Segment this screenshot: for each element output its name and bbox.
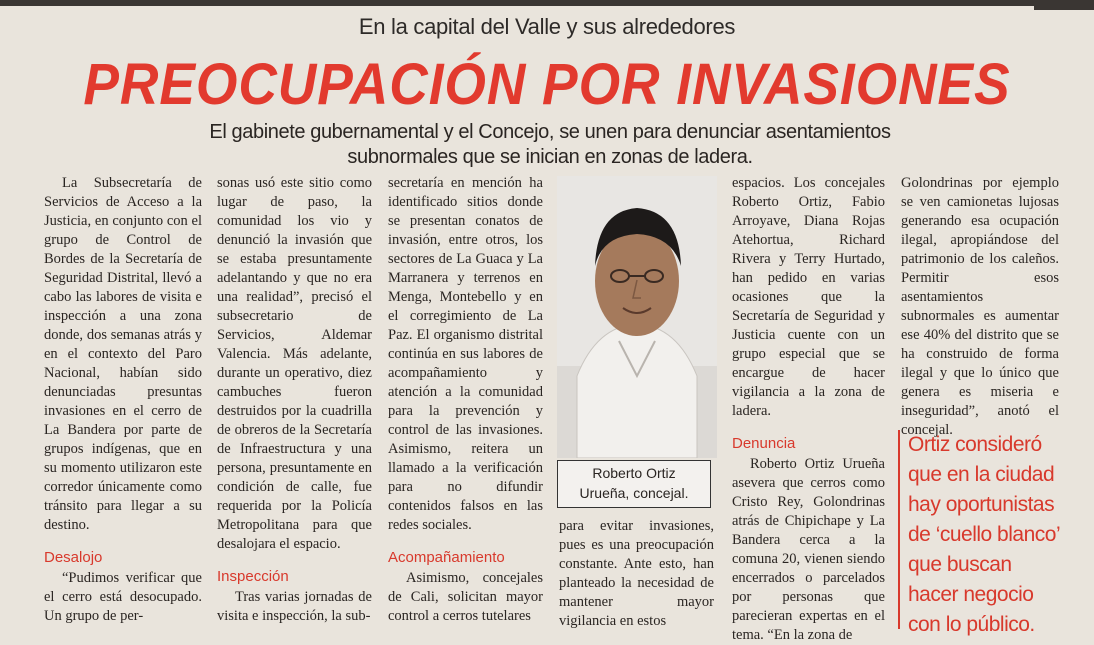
- col2-paragraph-1: sonas usó este sitio como lugar de paso, la comunidad los vio y denunció la invasión que se estaba presuntamente adelantando y que no era una realidad”, precisó el subsecretario de Servicios, Aldemar Valencia. Más adelante, durante un operativo, diez cambuches fueron destruidos por la cuadrilla de obreros de la Secretaría de Infraestructura y una persona, presuntamente en condición de calle, fue requerida por la Policía Metropolitana para que desalojara el espacio.: [217, 175, 372, 552]
- column-6: [901, 174, 1059, 440]
- column-3: [388, 174, 543, 626]
- col4-paragraph-1: para evitar invasiones, pues es una preocupación constante. Ante esto, han planteado la necesidad de mantener mayor vigilancia en estos: [559, 518, 714, 629]
- subhead: [200, 120, 900, 170]
- section-heading-desalojo: Desalojo: [44, 549, 103, 566]
- top-rule-right: [1034, 0, 1094, 10]
- photo-caption: [557, 460, 711, 508]
- portrait-illustration: [557, 176, 717, 458]
- section-heading-denuncia: Denuncia: [732, 435, 796, 452]
- section-heading-acompanamiento: Acompañamiento: [388, 549, 505, 566]
- headline: PREOCUPACIÓN POR INVASIONES: [83, 52, 1011, 117]
- column-5: [732, 174, 885, 645]
- col1-paragraph-2: “Pudimos verificar que el cerro está desocupado. Un grupo de per-: [44, 570, 202, 624]
- column-1: [44, 174, 202, 626]
- col5-paragraph-2: Roberto Ortiz Urueña asevera que cerros como Cristo Rey, Golondrinas atrás de Chipichape y La Bandera cerca a la comuna 20, vienen siendo encerrados o parcelados por personas que parecieran expertas en el tema. “En la zona de: [732, 456, 885, 643]
- portrait-photo: [557, 176, 717, 458]
- caption-line-2: Urueña, concejal.: [579, 485, 689, 501]
- pull-quote-line-7: con lo público.: [908, 613, 1035, 636]
- caption-line-1: Roberto Ortiz: [592, 465, 676, 481]
- subhead-line-2: subnormales que se inician en zonas de ladera.: [347, 146, 753, 168]
- pull-quote-line-1: Ortiz consideró: [908, 433, 1042, 456]
- kicker: En la capital del Valle y sus alrededores: [358, 14, 736, 39]
- top-rule: [0, 0, 1094, 6]
- col1-paragraph-1: La Subsecretaría de Servicios de Acceso a la Justicia, en conjunto con el grupo de Control de Bordes de la Secretaría de Seguridad Distrital, llevó a cabo las labores de visita e inspección a una zona donde, dos semanas atrás y en el contexto del Paro Nacional, habían sido denunciadas presuntas invasiones en el cerro de La Bandera por parte de grupos indígenas, que en su momento utilizaron este corredor únicamente como tránsito para llegar a su destino.: [44, 175, 202, 533]
- pull-quote-line-6: hacer negocio: [908, 583, 1034, 606]
- col5-paragraph-1: espacios. Los concejales Roberto Ortiz, Fabio Arroyave, Diana Rojas Atehortua, Richard Rivera y Terry Hurtado, han pedido en varias ocasiones que la Secretaría de Seguridad y Justicia cuente con un grupo especial que se encargue de hacer vigilancia a la zona de ladera.: [732, 175, 885, 419]
- section-heading-inspeccion: Inspección: [217, 568, 289, 585]
- pull-quote-line-2: que en la ciudad: [908, 463, 1055, 486]
- column-2: [217, 174, 372, 626]
- column-4: [559, 517, 714, 631]
- col2-paragraph-2: Tras varias jornadas de visita e inspección, la sub-: [217, 589, 372, 624]
- subhead-line-1: El gabinete gubernamental y el Concejo, se unen para denunciar asentamientos: [209, 121, 891, 143]
- col3-paragraph-2: Asimismo, concejales de Cali, solicitan mayor control a cerros tutelares: [388, 570, 543, 624]
- pull-quote-line-4: de ‘cuello blanco’: [908, 523, 1061, 546]
- pull-quote: [898, 430, 1094, 636]
- pull-quote-line-5: que buscan: [908, 553, 1012, 576]
- col6-paragraph-1: Golondrinas por ejemplo se ven camionetas lujosas generando esa ocupación ilegal, apropiándose del patrimonio de los caleños. Permitir esos asentamientos subnormales es aumentar ese 40% del distrito que se ha construido de forma ilegal y que lo único que genera es miseria e inseguridad”, anotó el concejal.: [901, 175, 1059, 438]
- pull-quote-line-3: hay oportunistas: [908, 493, 1055, 516]
- col3-paragraph-1: secretaría en mención ha identificado sitios donde se presentan conatos de invasión, entre otros, los sectores de La Guaca y La Marranera y terrenos en Menga, Montebello y en el corregimiento de La Paz. El organismo distrital continúa en sus labores de acompañamiento y atención a la comunidad para la prevención y control de las invasiones. Asimismo, reitera un llamado a la verificación para no difundir contenidos falsos en las redes sociales.: [388, 175, 543, 533]
